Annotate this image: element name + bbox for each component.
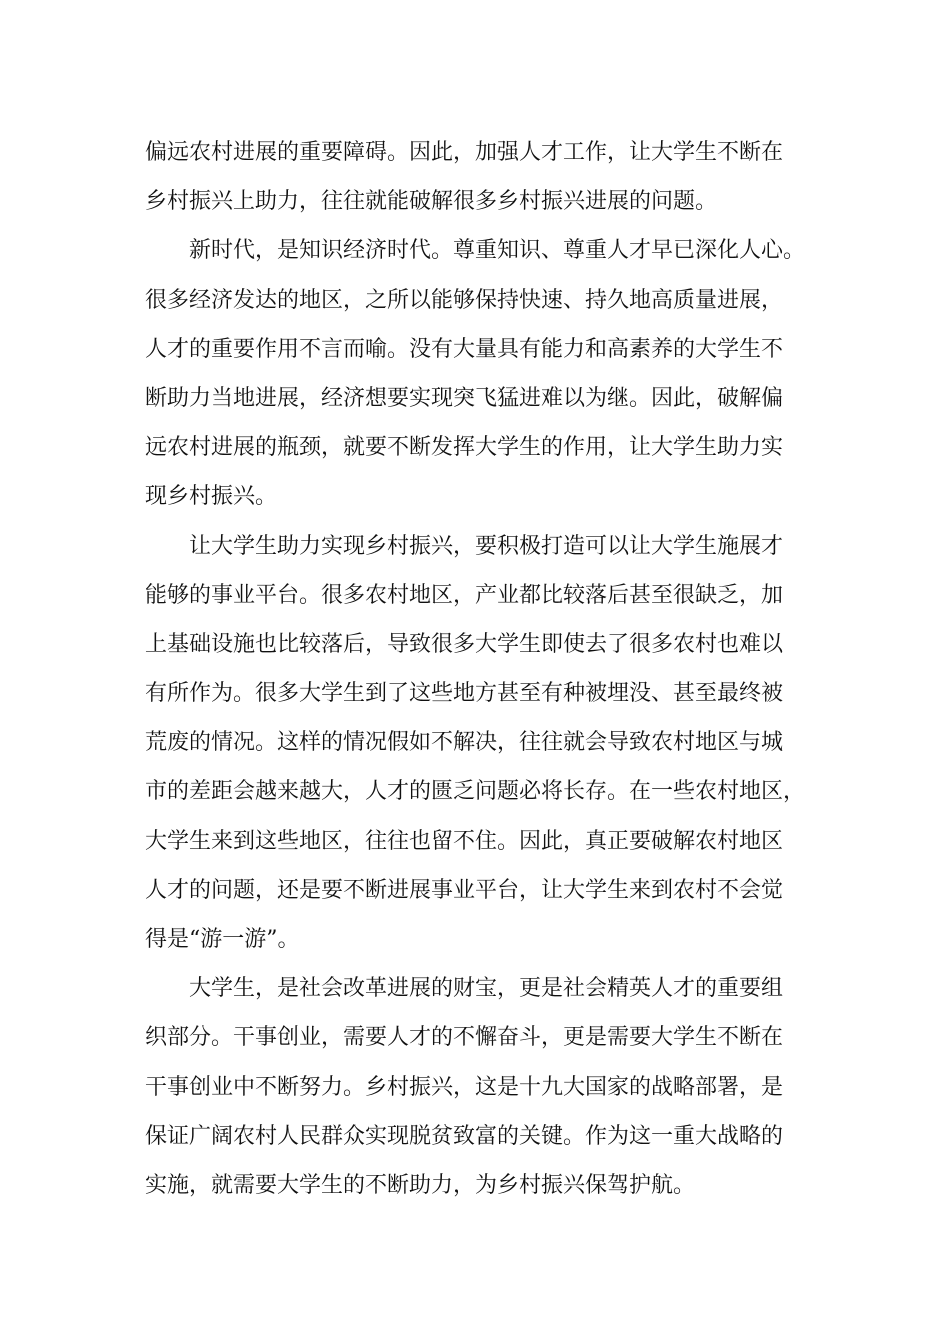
text-line: 让大学生助力实现乡村振兴，要积极打造可以让大学生施展才 bbox=[189, 533, 784, 559]
text-line: 上基础设施也比较落后，导致很多大学生即使去了很多农村也难以 bbox=[145, 631, 784, 657]
text-line: 很多经济发达的地区，之所以能够保持快速、持久地高质量进展， bbox=[145, 287, 784, 313]
paragraph-4 bbox=[145, 964, 815, 1210]
paragraph-2 bbox=[145, 226, 815, 521]
text-line: 有所作为。很多大学生到了这些地方甚至有种被埋没、甚至最终被 bbox=[145, 681, 784, 707]
text-line: 断助力当地进展，经济想要实现突飞猛进难以为继。因此，破解偏 bbox=[145, 385, 784, 411]
paragraph-1 bbox=[145, 128, 815, 226]
text-line: 现乡村振兴。 bbox=[145, 484, 278, 510]
text-line: 大学生，是社会改革进展的财宝，更是社会精英人才的重要组 bbox=[189, 976, 784, 1002]
text-line: 人才的重要作用不言而喻。没有大量具有能力和高素养的大学生不 bbox=[145, 336, 784, 362]
text-line: 乡村振兴上助力，往往就能破解很多乡村振兴进展的问题。 bbox=[145, 189, 718, 215]
text-line: 能够的事业平台。很多农村地区，产业都比较落后甚至很缺乏，加 bbox=[145, 582, 784, 608]
paragraph-3 bbox=[145, 522, 815, 965]
text-line: 大学生来到这些地区，往往也留不住。因此，真正要破解农村地区 bbox=[145, 828, 784, 854]
text-line: 干事创业中不断努力。乡村振兴，这是十九大国家的战略部署，是 bbox=[145, 1074, 784, 1100]
document-body bbox=[145, 128, 815, 1210]
text-line: 实施，就需要大学生的不断助力，为乡村振兴保驾护航。 bbox=[145, 1172, 696, 1198]
text-line: 远农村进展的瓶颈，就要不断发挥大学生的作用，让大学生助力实 bbox=[145, 435, 784, 461]
text-line: 新时代，是知识经济时代。尊重知识、尊重人才早已深化人心。 bbox=[189, 238, 806, 264]
text-line: 市的差距会越来越大，人才的匮乏问题必将长存。在一些农村地区， bbox=[145, 779, 806, 805]
text-line: 荒废的情况。这样的情况假如不解决，往往就会导致农村地区与城 bbox=[145, 730, 784, 756]
text-line: 人才的问题，还是要不断进展事业平台，让大学生来到农村不会觉 bbox=[145, 877, 784, 903]
text-line: 保证广阔农村人民群众实现脱贫致富的关键。作为这一重大战略的 bbox=[145, 1123, 784, 1149]
text-line: 得是“游一游”。 bbox=[145, 927, 300, 952]
text-line: 织部分。干事创业，需要人才的不懈奋斗，更是需要大学生不断在 bbox=[145, 1025, 784, 1051]
text-line: 偏远农村进展的重要障碍。因此，加强人才工作，让大学生不断在 bbox=[145, 140, 784, 165]
